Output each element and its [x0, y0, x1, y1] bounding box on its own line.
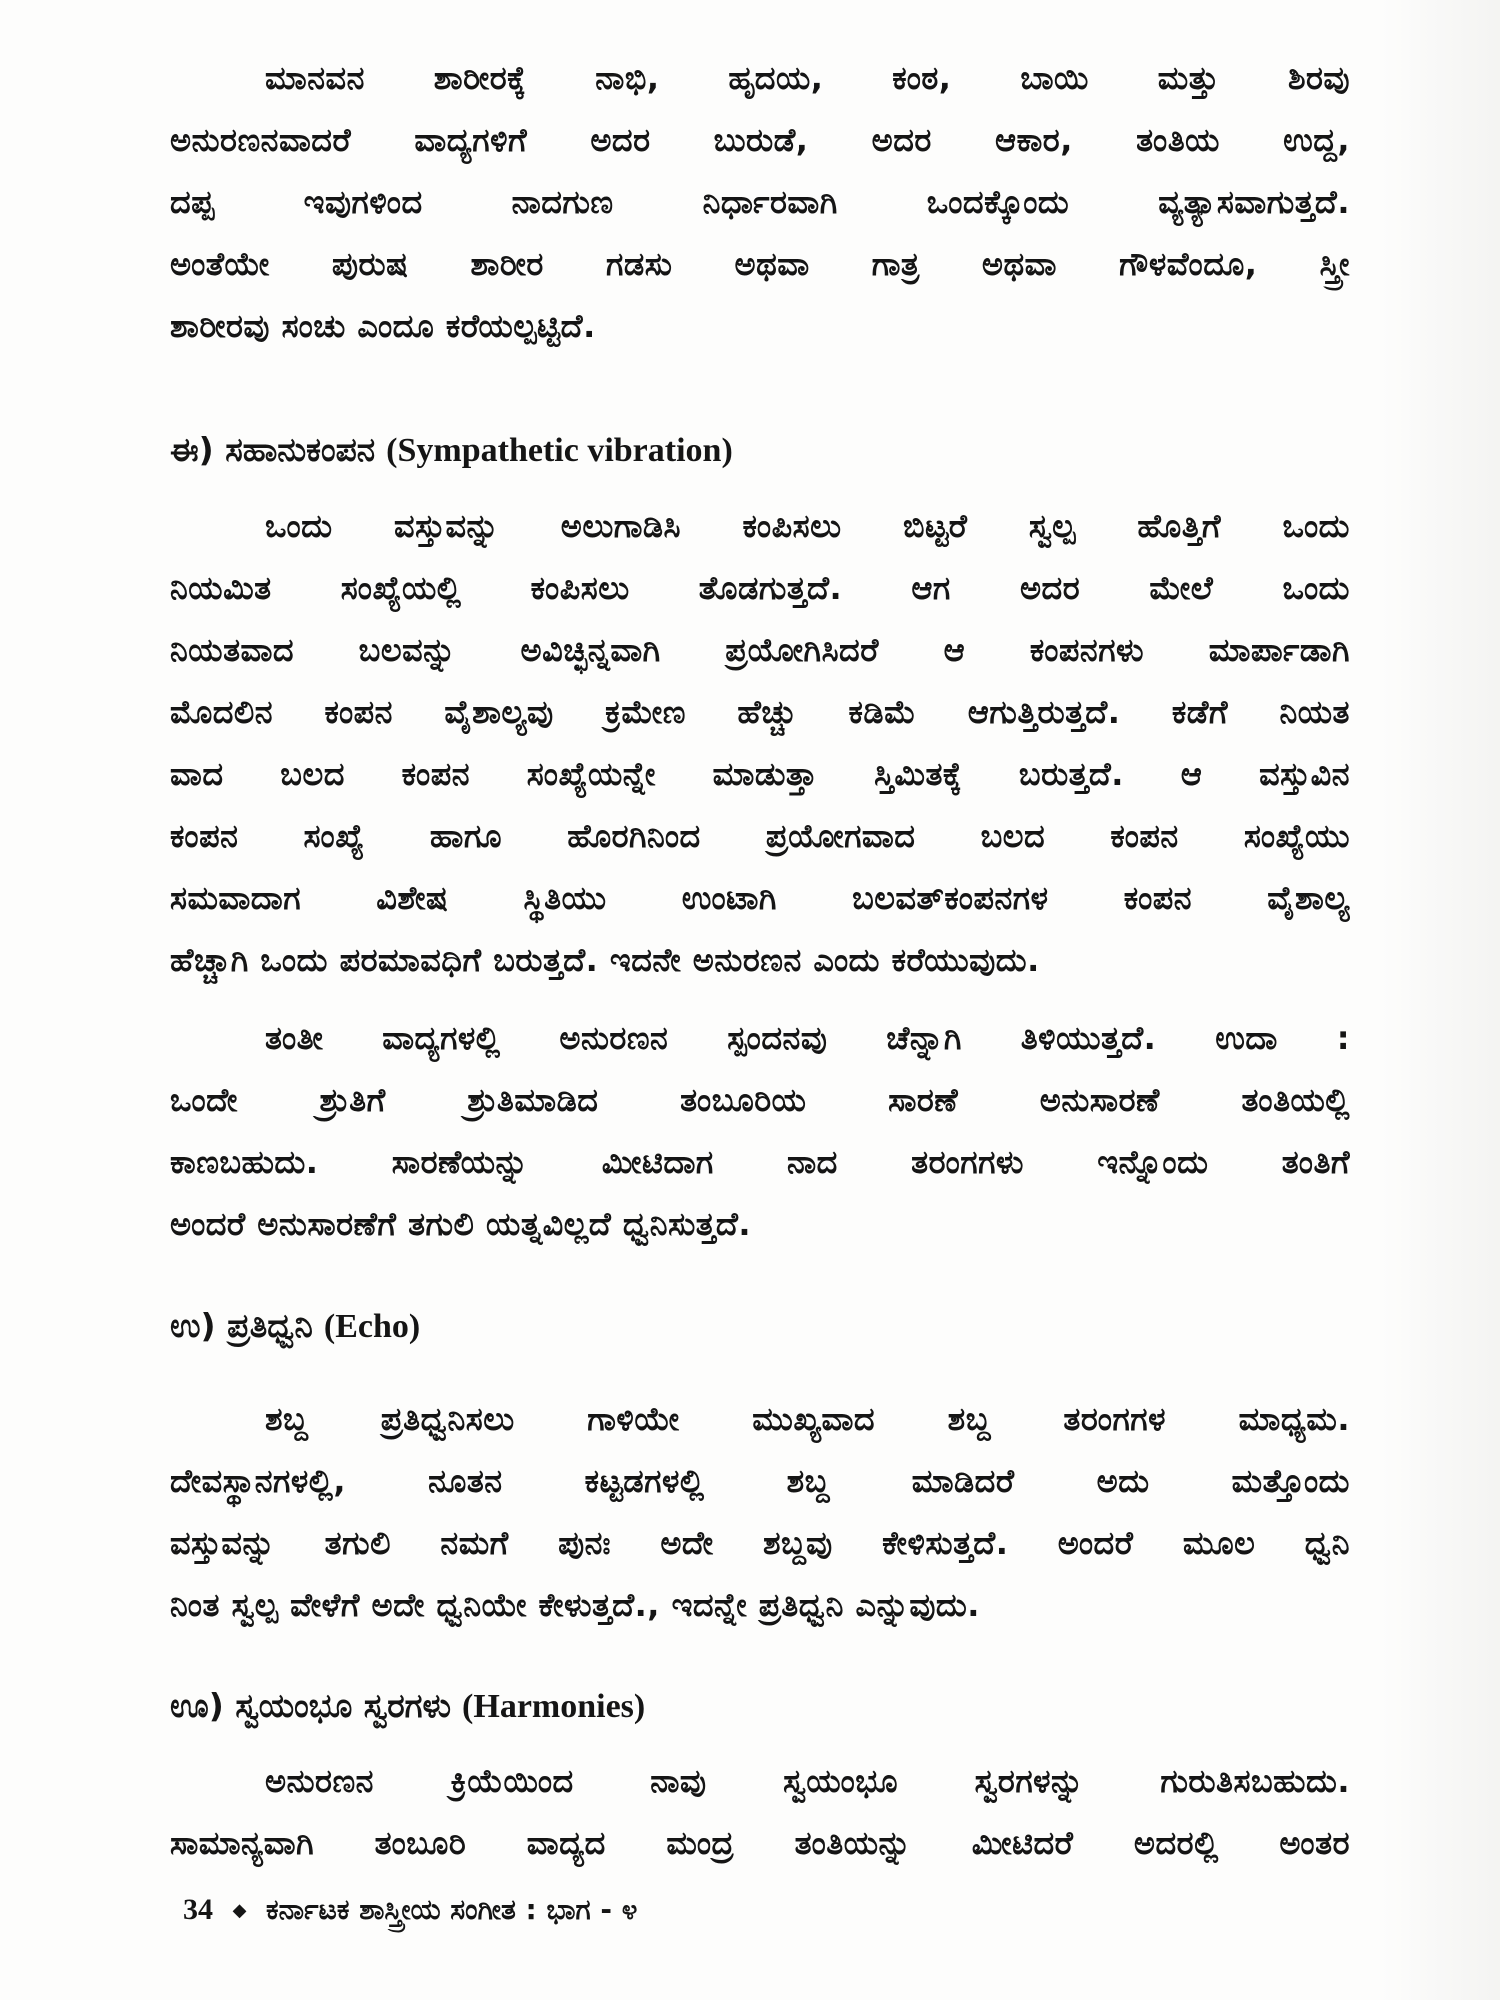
text-line: ಅನುರಣನ ಕ್ರಿಯೆಯಿಂದ ನಾವು ಸ್ವಯಂಭೂ ಸ್ವರಗಳನ್ನು ಗುರುತಿಸಬಹುದು. [265, 1762, 1350, 1800]
text-line: ಅನುರಣನವಾದರೆ ವಾದ್ಯಗಳಿಗೆ ಅದರ ಬುರುಡೆ, ಅದರ ಆಕಾರ, ತಂತಿಯ ಉದ್ದ, [170, 121, 1350, 159]
heading-kannada: ಊ) ಸ್ವಯಂಭೂ ಸ್ವರಗಳು [170, 1686, 451, 1725]
text-line: ವಾದ ಬಲದ ಕಂಪನ ಸಂಖ್ಯೆಯನ್ನೇ ಮಾಡುತ್ತಾ ಸ್ತಿಮಿತಕ್ಕೆ ಬರುತ್ತದೆ. ಆ ವಸ್ತುವಿನ [170, 755, 1350, 793]
page-number: 34 [183, 1893, 213, 1926]
scan-edge-shading [1380, 0, 1500, 2000]
intro-paragraph [170, 47, 1350, 357]
text-line: ಕಂಪನ ಸಂಖ್ಯೆ ಹಾಗೂ ಹೊರಗಿನಿಂದ ಪ್ರಯೋಗವಾದ ಬಲದ ಕಂಪನ ಸಂಖ್ಯೆಯು [170, 817, 1350, 855]
heading-english: (Sympathetic vibration) [386, 432, 733, 469]
text-line: ಅಂದರೆ ಅನುಸಾರಣೆಗೆ ತಗುಲಿ ಯತ್ನವಿಲ್ಲದೆ ಧ್ವನಿಸುತ್ತದೆ. [170, 1205, 752, 1243]
text-line: ಶಬ್ದ ಪ್ರತಿಧ್ವನಿಸಲು ಗಾಳಿಯೇ ಮುಖ್ಯವಾದ ಶಬ್ದ ತರಂಗಗಳ ಮಾಧ್ಯಮ. [265, 1400, 1350, 1438]
heading-english: (Echo) [323, 1308, 421, 1345]
text-line: ನಿಯಮಿತ ಸಂಖ್ಯೆಯಲ್ಲಿ ಕಂಪಿಸಲು ತೊಡಗುತ್ತದೆ. ಆಗ ಅದರ ಮೇಲೆ ಒಂದು [170, 569, 1350, 607]
book-title: ಕರ್ನಾಟಕ ಶಾಸ್ತ್ರೀಯ ಸಂಗೀತ : ಭಾಗ - ೪ [266, 1893, 638, 1926]
text-line: ದೇವಸ್ಥಾನಗಳಲ್ಲಿ, ನೂತನ ಕಟ್ಟಡಗಳಲ್ಲಿ ಶಬ್ದ ಮಾಡಿದರೆ ಅದು ಮತ್ತೊಂದು [170, 1462, 1350, 1500]
heading-kannada: ಈ) ಸಹಾನುಕಂಪನ [170, 430, 376, 469]
text-line: ಒಂದು ವಸ್ತುವನ್ನು ಅಲುಗಾಡಿಸಿ ಕಂಪಿಸಲು ಬಿಟ್ಟರೆ ಸ್ವಲ್ಪ ಹೊತ್ತಿಗೆ ಒಂದು [265, 507, 1350, 545]
text-line: ಕಾಣಬಹುದು. ಸಾರಣೆಯನ್ನು ಮೀಟಿದಾಗ ನಾದ ತರಂಗಗಳು ಇನ್ನೊಂದು ತಂತಿಗೆ [170, 1143, 1350, 1181]
text-line: ಮೊದಲಿನ ಕಂಪನ ವೈಶಾಲ್ಯವು ಕ್ರಮೇಣ ಹೆಚ್ಚು ಕಡಿಮೆ ಆಗುತ್ತಿರುತ್ತದೆ. ಕಡೆಗೆ ನಿಯತ [170, 693, 1350, 731]
section-heading-echo [170, 1296, 420, 1356]
text-line: ಮಾನವನ ಶಾರೀರಕ್ಕೆ ನಾಭಿ, ಹೃದಯ, ಕಂಠ, ಬಾಯಿ ಮತ್ತು ಶಿರವು [265, 59, 1350, 97]
text-line: ಒಂದೇ ಶ್ರುತಿಗೆ ಶ್ರುತಿಮಾಡಿದ ತಂಬೂರಿಯ ಸಾರಣೆ ಅನುಸಾರಣೆ ತಂತಿಯಲ್ಲಿ [170, 1081, 1350, 1119]
sympathetic-vibration-paragraph-2 [170, 1007, 1350, 1255]
text-line: ಅಂತೆಯೇ ಪುರುಷ ಶಾರೀರ ಗಡಸು ಅಥವಾ ಗಾತ್ರ ಅಥವಾ ಗೌಳವೆಂದೂ, ಸ್ತ್ರೀ [170, 245, 1350, 283]
text-line: ವಸ್ತುವನ್ನು ತಗುಲಿ ನಮಗೆ ಪುನಃ ಅದೇ ಶಬ್ದವು ಕೇಳಿಸುತ್ತದೆ. ಅಂದರೆ ಮೂಲ ಧ್ವನಿ [170, 1524, 1350, 1562]
section-heading-sympathetic-vibration [170, 420, 733, 480]
text-line: ಹೆಚ್ಚಾಗಿ ಒಂದು ಪರಮಾವಧಿಗೆ ಬರುತ್ತದೆ. ಇದನೇ ಅನುರಣನ ಎಂದು ಕರೆಯುವುದು. [170, 941, 1040, 979]
page-footer [183, 1885, 637, 1935]
text-line: ದಪ್ಪ ಇವುಗಳಿಂದ ನಾದಗುಣ ನಿರ್ಧಾರವಾಗಿ ಒಂದಕ್ಕೊಂದು ವ್ಯತ್ಯಾಸವಾಗುತ್ತದೆ. [170, 183, 1350, 221]
text-line: ಸಾಮಾನ್ಯವಾಗಿ ತಂಬೂರಿ ವಾದ್ಯದ ಮಂದ್ರ ತಂತಿಯನ್ನು ಮೀಟಿದರೆ ಅದರಲ್ಲಿ ಅಂತರ [170, 1824, 1350, 1862]
text-line: ನಿಯತವಾದ ಬಲವನ್ನು ಅವಿಚ್ಛಿನ್ನವಾಗಿ ಪ್ರಯೋಗಿಸಿದರೆ ಆ ಕಂಪನಗಳು ಮಾರ್ಪಾಡಾಗಿ [170, 631, 1350, 669]
heading-english: (Harmonies) [462, 1688, 646, 1725]
heading-kannada: ಉ) ಪ್ರತಿಧ್ವನಿ [170, 1306, 313, 1345]
text-line: ಸಮವಾದಾಗ ವಿಶೇಷ ಸ್ಥಿತಿಯು ಉಂಟಾಗಿ ಬಲವತ್‌ಕಂಪನಗಳ ಕಂಪನ ವೈಶಾಲ್ಯ [170, 879, 1350, 917]
text-line: ನಿಂತ ಸ್ವಲ್ಪ ವೇಳೆಗೆ ಅದೇ ಧ್ವನಿಯೇ ಕೇಳುತ್ತದೆ., ಇದನ್ನೇ ಪ್ರತಿಧ್ವನಿ ಎನ್ನುವುದು. [170, 1586, 980, 1624]
sympathetic-vibration-paragraph-1 [170, 495, 1350, 991]
diamond-separator-icon: ◆ [232, 1900, 247, 1921]
harmonies-paragraph [170, 1750, 1350, 1874]
echo-paragraph [170, 1388, 1350, 1636]
section-heading-harmonies [170, 1676, 645, 1736]
text-line: ಶಾರೀರವು ಸಂಚು ಎಂದೂ ಕರೆಯಲ್ಪಟ್ಟಿದೆ. [170, 307, 596, 345]
text-line: ತಂತೀ ವಾದ್ಯಗಳಲ್ಲಿ ಅನುರಣನ ಸ್ಪಂದನವು ಚೆನ್ನಾಗಿ ತಿಳಿಯುತ್ತದೆ. ಉದಾ : [265, 1019, 1350, 1057]
